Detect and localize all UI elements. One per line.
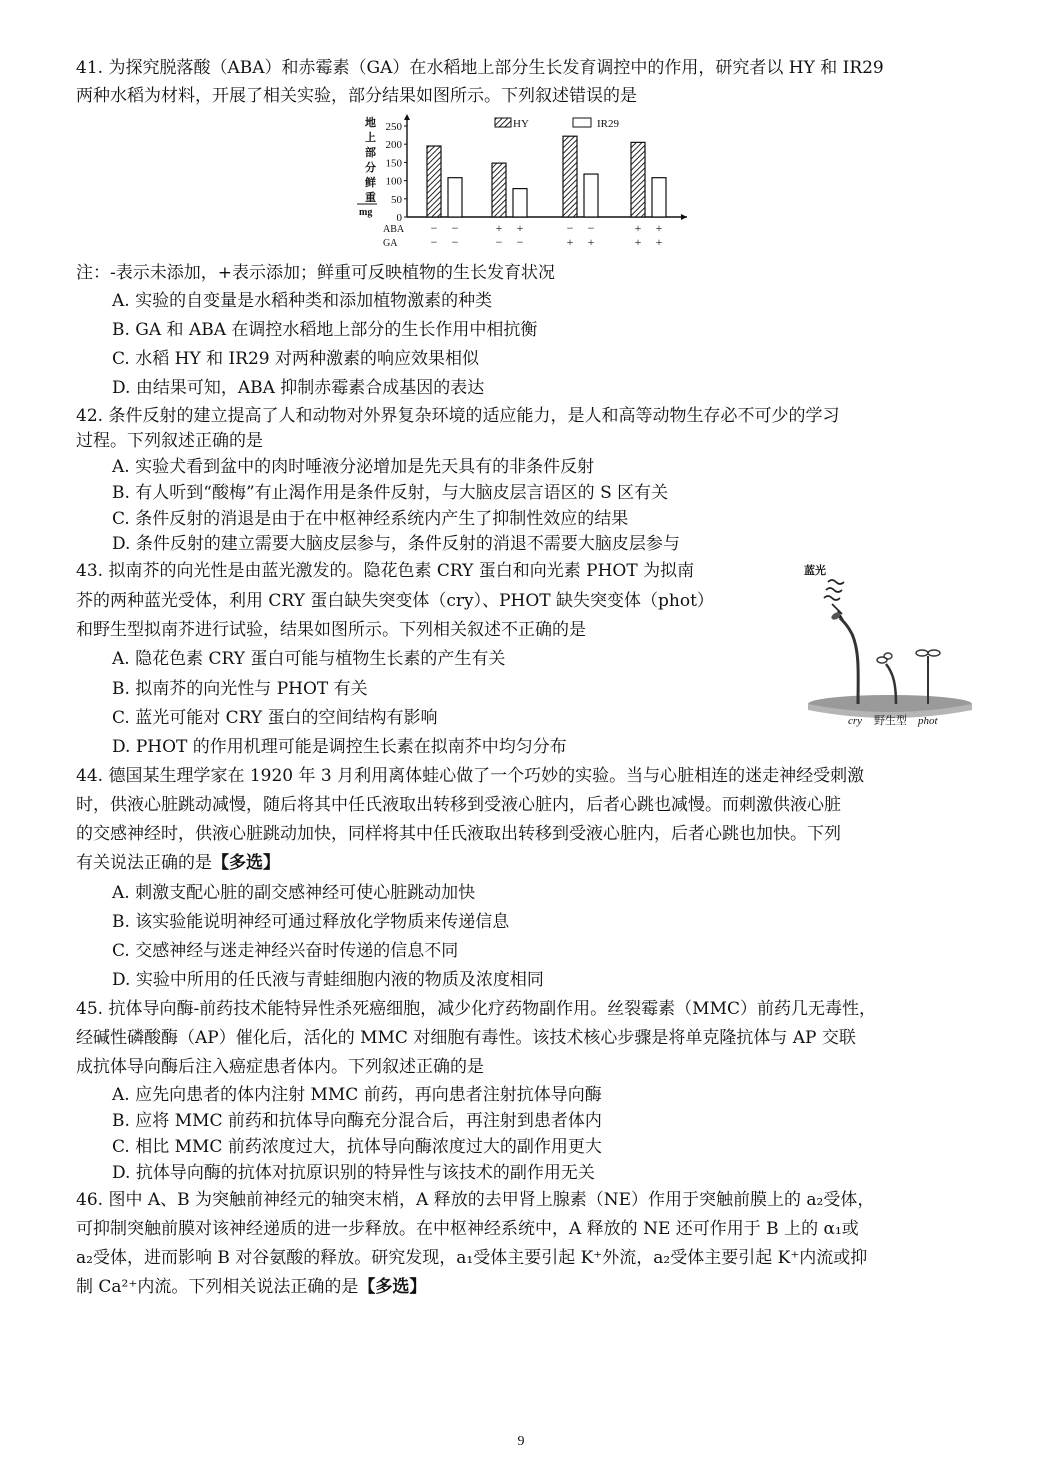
q45-option-b: B. 应将 MMC 前药和抗体导向酶充分混合后，再注射到患者体内 <box>112 1111 602 1131</box>
label-wild-type: 野生型 <box>874 715 907 727</box>
legend-swatch-ir29 <box>573 118 591 127</box>
q45-stem-line1: 45. 抗体导向酶-前药技术能特异性杀死癌细胞，减少化疗药物副作用。丝裂霉素（MMC）前药几无毒性， <box>76 999 877 1019</box>
q44-option-c: C. 交感神经与迷走神经兴奋时传递的信息不同 <box>112 941 459 961</box>
page-number: 9 <box>517 1434 525 1449</box>
q43-option-a: A. 隐花色素 CRY 蛋白可能与植物生长素的产生有关 <box>112 649 506 669</box>
treatment-symbol: + <box>634 221 642 235</box>
bar-hy-group-1 <box>427 146 441 217</box>
y-tick-label: 0 <box>396 212 402 224</box>
row-label-aba: ABA <box>383 224 405 235</box>
treatment-symbol: − <box>587 221 595 235</box>
treatment-symbol: + <box>566 235 574 249</box>
q42-option-c: C. 条件反射的消退是由于在中枢神经系统内产生了抑制性效应的结果 <box>112 509 629 529</box>
q45-option-d: D. 抗体导向酶的抗体对抗原识别的特异性与该技术的副作用无关 <box>112 1163 595 1183</box>
q44-multi-select-tag: 【多选】 <box>212 853 280 873</box>
y-label-char: 部 <box>365 147 376 159</box>
y-axis-arrow <box>404 114 410 120</box>
x-axis-arrow <box>681 214 687 220</box>
q43-stem-line2: 芥的两种蓝光受体，利用 CRY 蛋白缺失突变体（cry）、PHOT 缺失突变体（phot） <box>76 591 714 611</box>
label-phot: phot <box>918 715 938 727</box>
q44-stem-line4: 有关说法正确的是【多选】 <box>76 853 280 873</box>
treatment-symbol: − <box>451 221 459 235</box>
q45-option-c: C. 相比 MMC 前药浓度过大，抗体导向酶浓度过大的副作用更大 <box>112 1137 602 1157</box>
bar-ir29-group-4 <box>652 178 666 217</box>
q41-stem-line2: 两种水稻为材料，开展了相关实验，部分结果如图所示。下列叙述错误的是 <box>76 86 637 106</box>
bar-hy-group-2 <box>492 163 506 217</box>
blue-light-label: 蓝光 <box>804 565 826 577</box>
q46-multi-select-tag: 【多选】 <box>358 1277 427 1297</box>
q44-option-d: D. 实验中所用的任氏液与青蛙细胞内液的物质及浓度相同 <box>112 970 544 990</box>
y-label-unit: mg <box>359 207 373 218</box>
legend-swatch-hy <box>495 118 511 127</box>
bar-ir29-group-2 <box>513 189 527 217</box>
q42-option-a: A. 实验犬看到盆中的肉时唾液分泌增加是先天具有的非条件反射 <box>112 457 595 477</box>
treatment-symbol: − <box>451 235 459 249</box>
bar-hy-group-4 <box>631 142 645 217</box>
bar-hy-group-3 <box>563 136 577 217</box>
chart-bars <box>427 136 666 217</box>
q44-stem-line3: 的交感神经时，供液心脏跳动加快，同样将其中任氏液取出转移到受液心脏内，后者心跳也加快。下列 <box>76 824 841 844</box>
q46-stem-line1: 46. 图中 A、B 为突触前神经元的轴突末梢，A 释放的去甲肾上腺素（NE）作用于突触前膜上的 a₂受体， <box>76 1190 875 1210</box>
q43-option-c: C. 蓝光可能对 CRY 蛋白的空间结构有影响 <box>112 708 438 728</box>
treatment-symbol: + <box>495 221 503 235</box>
q41-option-d: D. 由结果可知，ABA 抑制赤霉素合成基因的表达 <box>112 378 485 398</box>
blue-light-wave-icon <box>824 580 844 614</box>
q45-stem-line3: 成抗体导向酶后注入癌症患者体内。下列叙述正确的是 <box>76 1057 484 1077</box>
y-label-char: 重 <box>365 192 376 204</box>
q46-stem-line3: a₂受体，进而影响 B 对谷氨酸的释放。研究发现，a₁受体主要引起 K⁺外流，a₂受体主要引起 K⁺内流或抑 <box>76 1248 868 1268</box>
treatment-symbol: − <box>495 235 503 249</box>
treatment-symbol: − <box>516 235 524 249</box>
row-label-ga: GA <box>383 238 398 249</box>
q41-bar-chart <box>355 112 695 252</box>
q43-phototropism-figure <box>802 558 972 730</box>
q44-option-a: A. 刺激支配心脏的副交感神经可使心脏跳动加快 <box>112 883 476 903</box>
treatment-symbol: + <box>655 235 663 249</box>
chart-treatment-rows <box>383 221 663 249</box>
q41-note: 注：-表示未添加，+表示添加；鲜重可反映植物的生长发育状况 <box>76 263 555 283</box>
q41-option-b: B. GA 和 ABA 在调控水稻地上部分的生长作用中相抗衡 <box>112 320 538 340</box>
y-label-char: 分 <box>365 162 376 174</box>
treatment-symbol: − <box>430 235 438 249</box>
treatment-symbol: + <box>587 235 595 249</box>
chart-legend <box>495 118 620 130</box>
q43-stem-line1: 43. 拟南芥的向光性是由蓝光激发的。隐花色素 CRY 蛋白和向光素 PHOT 为拟南 <box>76 561 695 581</box>
bar-ir29-group-1 <box>448 178 462 217</box>
y-label-char: 上 <box>365 132 376 144</box>
q41-option-c: C. 水稻 HY 和 IR29 对两种激素的响应效果相似 <box>112 349 480 369</box>
treatment-symbol: − <box>566 221 574 235</box>
y-tick-label: 100 <box>385 175 402 188</box>
q45-option-a: A. 应先向患者的体内注射 MMC 前药，再向患者注射抗体导向酶 <box>112 1085 602 1105</box>
q44-option-b: B. 该实验能说明神经可通过释放化学物质来传递信息 <box>112 912 510 932</box>
q42-stem-line2: 过程。下列叙述正确的是 <box>76 431 263 451</box>
legend-label-ir29: IR29 <box>597 118 619 130</box>
q41-option-a: A. 实验的自变量是水稻种类和添加植物激素的种类 <box>112 291 493 311</box>
treatment-symbol: + <box>634 235 642 249</box>
treatment-symbol: + <box>516 221 524 235</box>
q41-stem-line1: 41. 为探究脱落酸（ABA）和赤霉素（GA）在水稻地上部分生长发育调控中的作用，研究者以 HY 和 IR29 <box>76 58 884 78</box>
treatment-symbol: + <box>655 221 663 235</box>
q46-stem-line2: 可抑制突触前膜对该神经递质的进一步释放。在中枢神经系统中，A 释放的 NE 还可作用于 B 上的 α₁或 <box>76 1219 859 1239</box>
q42-option-d: D. 条件反射的建立需要大脑皮层参与，条件反射的消退不需要大脑皮层参与 <box>112 534 680 554</box>
q43-option-b: B. 拟南芥的向光性与 PHOT 有关 <box>112 679 368 699</box>
q43-stem-line3: 和野生型拟南芥进行试验，结果如图所示。下列相关叙述不正确的是 <box>76 620 586 640</box>
treatment-symbol: − <box>430 221 438 235</box>
y-tick-label: 200 <box>385 139 402 152</box>
y-tick-label: 250 <box>385 121 402 133</box>
q45-stem-line2: 经碱性磷酸酶（AP）催化后，活化的 MMC 对细胞有毒性。该技术核心步骤是将单克隆抗体与 AP 交联 <box>76 1028 856 1048</box>
q42-stem-line1: 42. 条件反射的建立提高了人和动物对外界复杂环境的适应能力，是人和高等动物生存必不可少的学习 <box>76 406 840 426</box>
q43-option-d: D. PHOT 的作用机理可能是调控生长素在拟南芥中均匀分布 <box>112 737 567 757</box>
cry-seedling <box>840 618 858 704</box>
q44-stem-line2: 时，供液心脏跳动减慢，随后将其中任氏液取出转移到受液心脏内，后者心跳也减慢。而刺激供液心脏 <box>76 795 841 815</box>
y-label-char: 地 <box>365 117 376 129</box>
q44-stem-line1: 44. 德国某生理学家在 1920 年 3 月利用离体蛙心做了一个巧妙的实验。当与心脏相连的迷走神经受刺激 <box>76 766 865 786</box>
bar-ir29-group-3 <box>584 174 598 217</box>
chart-y-axis-label <box>357 115 377 218</box>
q42-option-b: B. 有人听到“酸梅”有止渴作用是条件反射，与大脑皮层言语区的 S 区有关 <box>112 483 669 503</box>
legend-label-hy: HY <box>513 118 529 130</box>
y-label-char: 鲜 <box>365 177 376 189</box>
y-tick-label: 50 <box>391 193 402 206</box>
y-tick-label: 150 <box>385 157 402 170</box>
q46-stem-line4: 制 Ca²⁺内流。下列相关说法正确的是【多选】 <box>76 1277 427 1297</box>
label-cry: cry <box>848 715 863 727</box>
